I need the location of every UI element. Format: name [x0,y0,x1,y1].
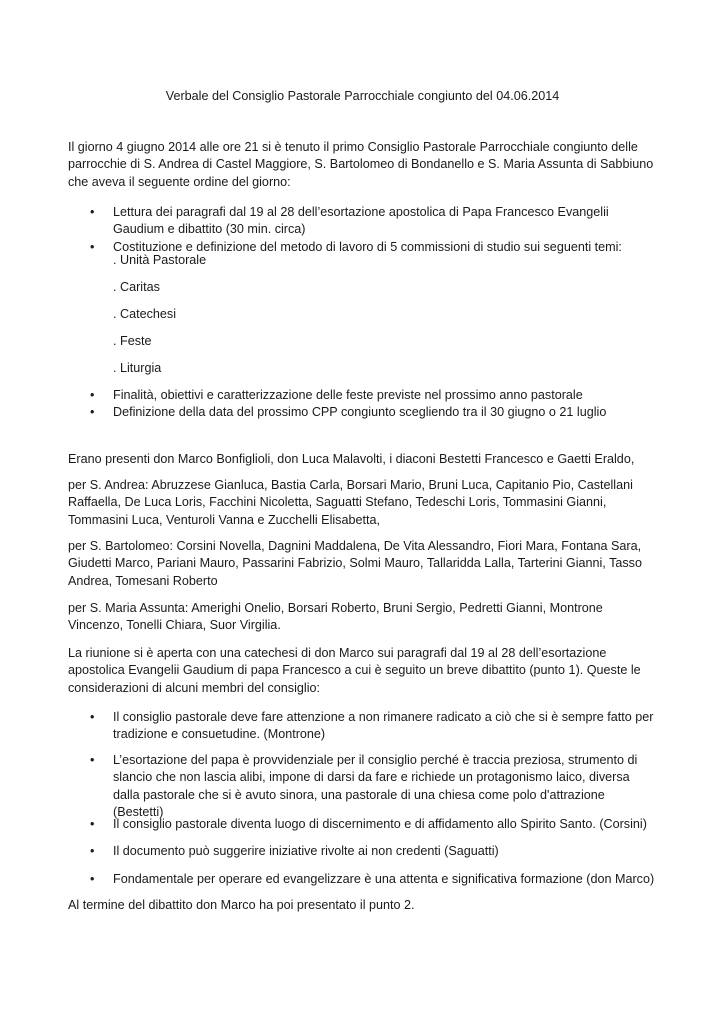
intro-paragraph: Il giorno 4 giugno 2014 alle ore 21 si è tenuto il primo Consiglio Pastorale Parrocchiale congiunto delle parrocchie di S. Andrea di Castel Maggiore, S. Bartolomeo di Bondanello e S. Maria Assunta di Sabbiuno che aveva il seguente ordine del giorno: [68,140,654,189]
commission-unita-pastorale: . Unità Pastorale [113,253,207,267]
consideration-item-3: • Il consiglio pastorale diventa luogo di discernimento e di affidamento allo Spirito Santo. (Corsini) [90,816,658,833]
closing-paragraph: Al termine del dibattito don Marco ha poi presentato il punto 2. [68,898,415,912]
agenda-item-2: • Costituzione e definizione del metodo di lavoro di 5 commissioni di studio sui seguenti temi: [90,239,658,256]
attendance-s-maria: per S. Maria Assunta: Amerighi Onelio, Borsari Roberto, Bruni Sergio, Pedretti Gianni, Montrone Vincenzo, Tonelli Chiara, Suor Virgilia. [68,601,603,633]
consideration-item-2: • L’esortazione del papa è provvidenziale per il consiglio perché è traccia preziosa, strumento di slancio che non lascia alibi, impone di darsi da fare e richiede un protagonismo laico, diversa dalla pastorale che si è avuto sinora, una pastorale di una chiesa come polo d'attrazione (Bestetti) [90,752,658,822]
consideration-item-1: • Il consiglio pastorale deve fare attenzione a non rimanere radicato a ciò che si è sempre fatto per tradizione e consuetudine. (Montrone) [90,709,658,744]
consideration-item-4: • Il documento può suggerire iniziative rivolte ai non credenti (Saguatti) [90,843,658,860]
considerations-list-5 [90,871,658,888]
considerations-list-3 [90,816,658,833]
attendance-s-andrea: per S. Andrea: Abruzzese Gianluca, Bastia Carla, Borsari Mario, Bruni Luca, Capitanio Pio, Castellani Raffaella, De Luca Loris, Facchini Nicoletta, Saguatti Stefano, Tedeschi Loris, Tommasini Gianni, Tommasini Luca, Venturoli Vanna e Zucchelli Elisabetta, [68,478,633,527]
consideration-item-5: • Fondamentale per operare ed evangelizzare è una attenta e significativa formazione (don Marco) [90,871,658,888]
agenda-item-3: • Finalità, obiettivi e caratterizzazione delle feste previste nel prossimo anno pastorale [90,387,658,404]
agenda-list-top [90,204,658,256]
attendance-s-bartolomeo: per S. Bartolomeo: Corsini Novella, Dagnini Maddalena, De Vita Alessandro, Fiori Mara, Fontana Sara, Giudetti Marco, Pariani Mauro, Passarini Fabrizio, Solmi Mauro, Tallaridda Lalla, Tarterini Gianni, Tasso Andrea, Tomesani Roberto [68,539,642,588]
agenda-item-1: • Lettura dei paragrafi dal 19 al 28 dell’esortazione apostolica di Papa Francesco Evangelii Gaudium e dibattito (30 min. circa) [90,204,658,239]
commission-catechesi: . Catechesi [113,307,176,321]
commission-liturgia: . Liturgia [113,361,162,375]
attendance-clergy: Erano presenti don Marco Bonfiglioli, don Luca Malavolti, i diaconi Bestetti Francesco e Gaetti Eraldo, [68,452,635,466]
document-title: Verbale del Consiglio Pastorale Parrocchiale congiunto del 04.06.2014 [165,89,560,103]
commission-caritas: . Caritas [113,280,160,294]
agenda-item-4: • Definizione della data del prossimo CPP congiunto scegliendo tra il 30 giugno o 21 luglio [90,404,658,421]
considerations-list-1 [90,709,658,744]
considerations-list-2 [90,752,658,822]
commission-feste: . Feste [113,334,152,348]
considerations-list-4 [90,843,658,860]
meeting-paragraph: La riunione si è aperta con una catechesi di don Marco sui paragrafi dal 19 al 28 dell’esortazione apostolica Evangelii Gaudium di papa Francesco a cui è seguito un breve dibattito (punto 1). Queste le considerazioni di alcuni membri del consiglio: [68,646,641,695]
agenda-list-bottom [90,387,658,422]
